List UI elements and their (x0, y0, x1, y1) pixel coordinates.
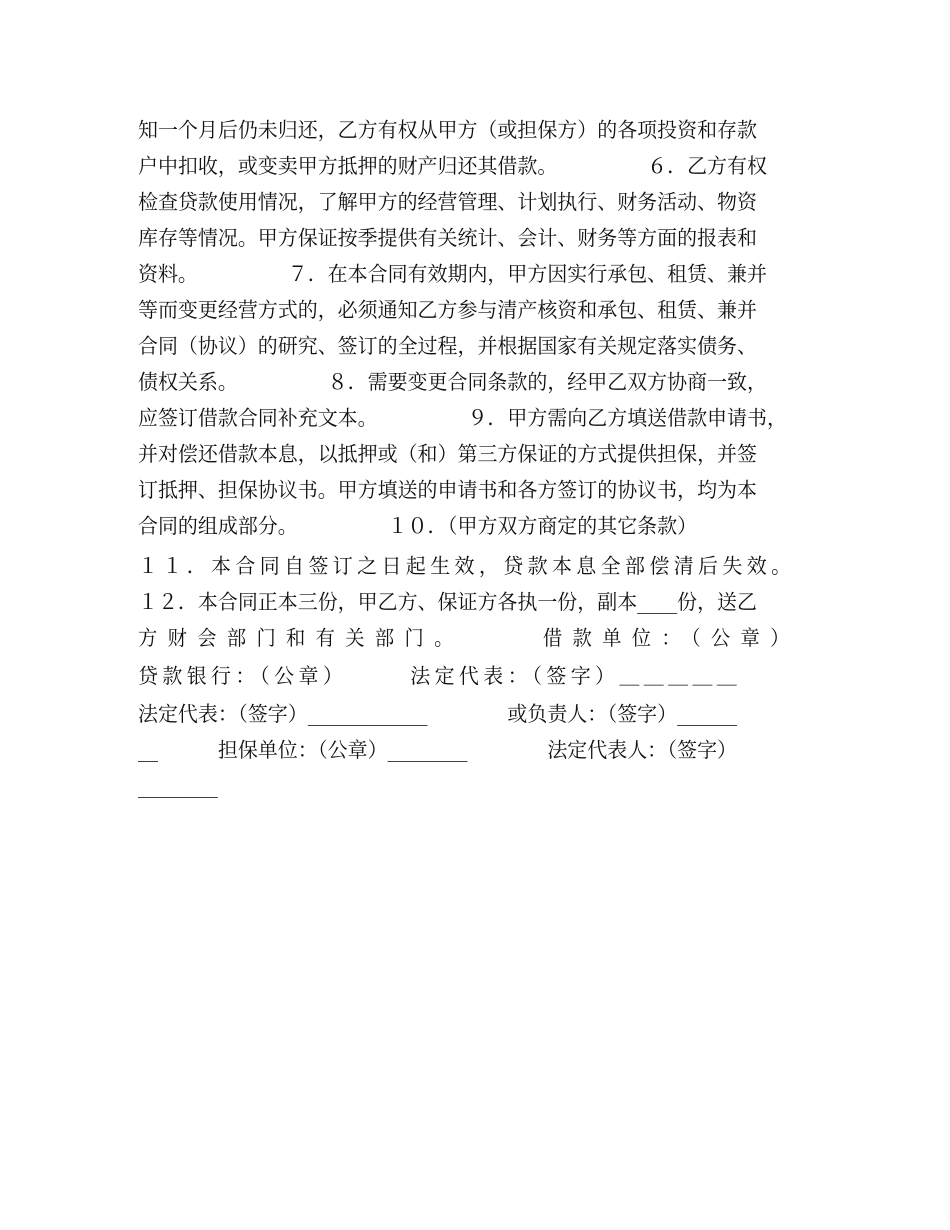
text-line-17: 法定代表：（签字）____________ 或负责人：（签字）______ (138, 702, 738, 726)
text-line-8: 债权关系。 ８．需要变更合同条款的，经甲乙双方协商一致， (138, 370, 767, 394)
text-line-18: __ 担保单位：（公章）________ 法定代表人：（签字） (138, 738, 738, 762)
text-line-2: 户中扣收，或变卖甲方抵押的财产归还其借款。 ６．乙方有权 (138, 154, 767, 178)
text-line-4: 库存等情况。甲方保证按季提供有关统计、会计、财务等方面的报表和 (138, 226, 757, 250)
text-line-11: 订抵押、担保协议书。甲方填送的申请书和各方签订的协议书，均为本 (138, 478, 757, 502)
text-line-13: １１．本合同自签订之日起生效，贷款本息全部偿清后失效。 (138, 554, 796, 578)
text-line-3: 检查贷款使用情况，了解甲方的经营管理、计划执行、财务活动、物资 (138, 190, 757, 214)
text-line-19: ________ (138, 774, 218, 798)
text-line-6: 等而变更经营方式的，必须通知乙方参与清产核资和承包、租赁、兼并 (138, 298, 757, 322)
text-line-7: 合同（协议）的研究、签订的全过程，并根据国家有关规定落实债务、 (138, 334, 757, 358)
text-line-9: 应签订借款合同补充文本。 ９．甲方需向乙方填送借款申请书， (138, 406, 787, 430)
text-line-1: 知一个月后仍未归还，乙方有权从甲方（或担保方）的各项投资和存款 (138, 118, 757, 142)
text-line-15: 方财会部门和有关部门。 借款单位：（公章） (138, 626, 800, 650)
text-line-10: 并对偿还借款本息，以抵押或（和）第三方保证的方式提供担保，并签 (138, 442, 757, 466)
text-line-16: 贷款银行：（公章） 法定代表：（签字）＿＿＿＿＿ (138, 664, 742, 688)
text-line-12: 合同的组成部分。 １０．（甲方双方商定的其它条款） (138, 514, 698, 538)
text-line-14: １２．本合同正本三份，甲乙方、保证方各执一份，副本____份，送乙 (138, 590, 757, 614)
text-line-5: 资料。 ７．在本合同有效期内，甲方因实行承包、租赁、兼并 (138, 262, 767, 286)
